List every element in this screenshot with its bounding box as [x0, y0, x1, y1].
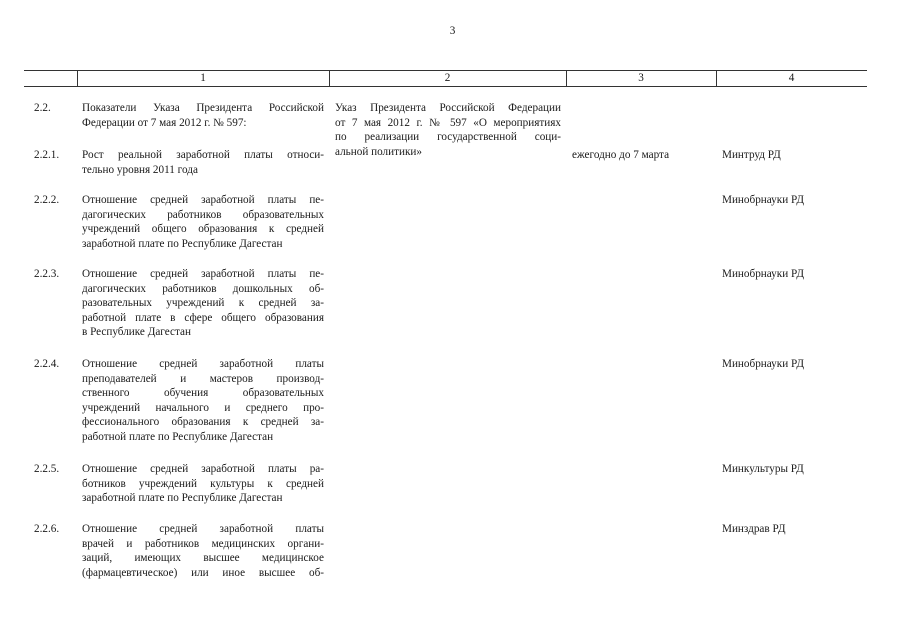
- row-description-line: в Республике Дагестан: [82, 326, 191, 339]
- row-description: [82, 148, 324, 177]
- basis-document: [335, 101, 561, 159]
- row-number: 2.2.6.: [34, 523, 60, 535]
- row-description-line: фессионального образования к средней за-: [82, 416, 324, 429]
- table-header-col-2: 2: [444, 72, 451, 84]
- row-number: 2.2.5.: [34, 463, 60, 475]
- basis-document-line: Указ Президента Российской Федерации: [335, 102, 561, 114]
- row-description-line: преподавателей и мастеров производ-: [82, 372, 324, 385]
- row-description-line: работной плате в сфере общего образования: [82, 311, 324, 324]
- table-header-col-4: 4: [788, 72, 795, 84]
- row-description: [82, 522, 324, 580]
- row-responsible: Минобрнауки РД: [722, 268, 805, 280]
- row-description-line: врачей и работников медицинских органи-: [82, 537, 324, 550]
- row-description-line: Отношение средней заработной платы ра-: [82, 463, 324, 475]
- row-number: 2.2.2.: [34, 194, 60, 206]
- row-description-line: дагогических работников образовательных: [82, 208, 324, 221]
- basis-document-line: альной политики»: [335, 145, 423, 158]
- row-description-line: Отношение средней заработной платы: [82, 523, 324, 535]
- row-description-line: Федерации от 7 мая 2012 г. № 597:: [82, 116, 247, 129]
- row-responsible: Минздрав РД: [722, 523, 786, 535]
- row-responsible: Минтруд РД: [722, 149, 781, 161]
- basis-document-line: от 7 мая 2012 г. № 597 «О мероприятиях: [335, 116, 561, 129]
- row-description-line: Отношение средней заработной платы пе-: [82, 194, 324, 206]
- row-description-line: Показатели Указа Президента Российской: [82, 102, 324, 114]
- row-responsible: Минобрнауки РД: [722, 358, 805, 370]
- row-description-line: заработной плате по Республике Дагестан: [82, 237, 283, 250]
- row-description-line: ственного обучения образовательных: [82, 387, 324, 400]
- table-header-bottom-line: [24, 86, 867, 87]
- row-description: [82, 357, 324, 445]
- row-description: [82, 101, 324, 130]
- row-description-line: (фармацевтическое) или иное высшее об-: [82, 566, 324, 579]
- page-number: 3: [449, 25, 456, 37]
- row-responsible: Минобрнауки РД: [722, 194, 805, 206]
- row-description: [82, 193, 324, 251]
- row-description-line: Отношение средней заработной платы: [82, 358, 324, 370]
- row-description-line: заций, имеющих высшее медицинское: [82, 552, 324, 565]
- row-description-line: учреждений начального и среднего про-: [82, 401, 324, 414]
- row-description-line: Рост реальной заработной платы относи-: [82, 149, 324, 161]
- row-description-line: учреждений общего образования к средней: [82, 223, 324, 236]
- table-header-col-3: 3: [638, 72, 644, 84]
- row-description: [82, 267, 324, 340]
- row-description-line: заработной плате по Республике Дагестан: [82, 492, 283, 505]
- row-description: [82, 462, 324, 506]
- table-header-col-1: 1: [200, 72, 206, 84]
- row-number: 2.2.1.: [34, 149, 60, 161]
- row-description-line: тельно уровня 2011 года: [82, 163, 198, 176]
- row-description-line: ботников учреждений культуры к средней: [82, 477, 324, 490]
- row-description-line: разовательных учреждений к средней за-: [82, 297, 324, 310]
- row-description-line: дагогических работников дошкольных об-: [82, 282, 324, 295]
- row-deadline: ежегодно до 7 марта: [572, 149, 670, 161]
- row-number: 2.2.4.: [34, 358, 60, 370]
- row-number: 2.2.3.: [34, 268, 60, 280]
- basis-document-line: по реализации государственной соци-: [335, 131, 561, 144]
- row-number: 2.2.: [34, 102, 51, 114]
- row-description-line: Отношение средней заработной платы пе-: [82, 268, 324, 280]
- row-responsible: Минкультуры РД: [722, 463, 804, 475]
- row-description-line: работной плате по Республике Дагестан: [82, 430, 274, 443]
